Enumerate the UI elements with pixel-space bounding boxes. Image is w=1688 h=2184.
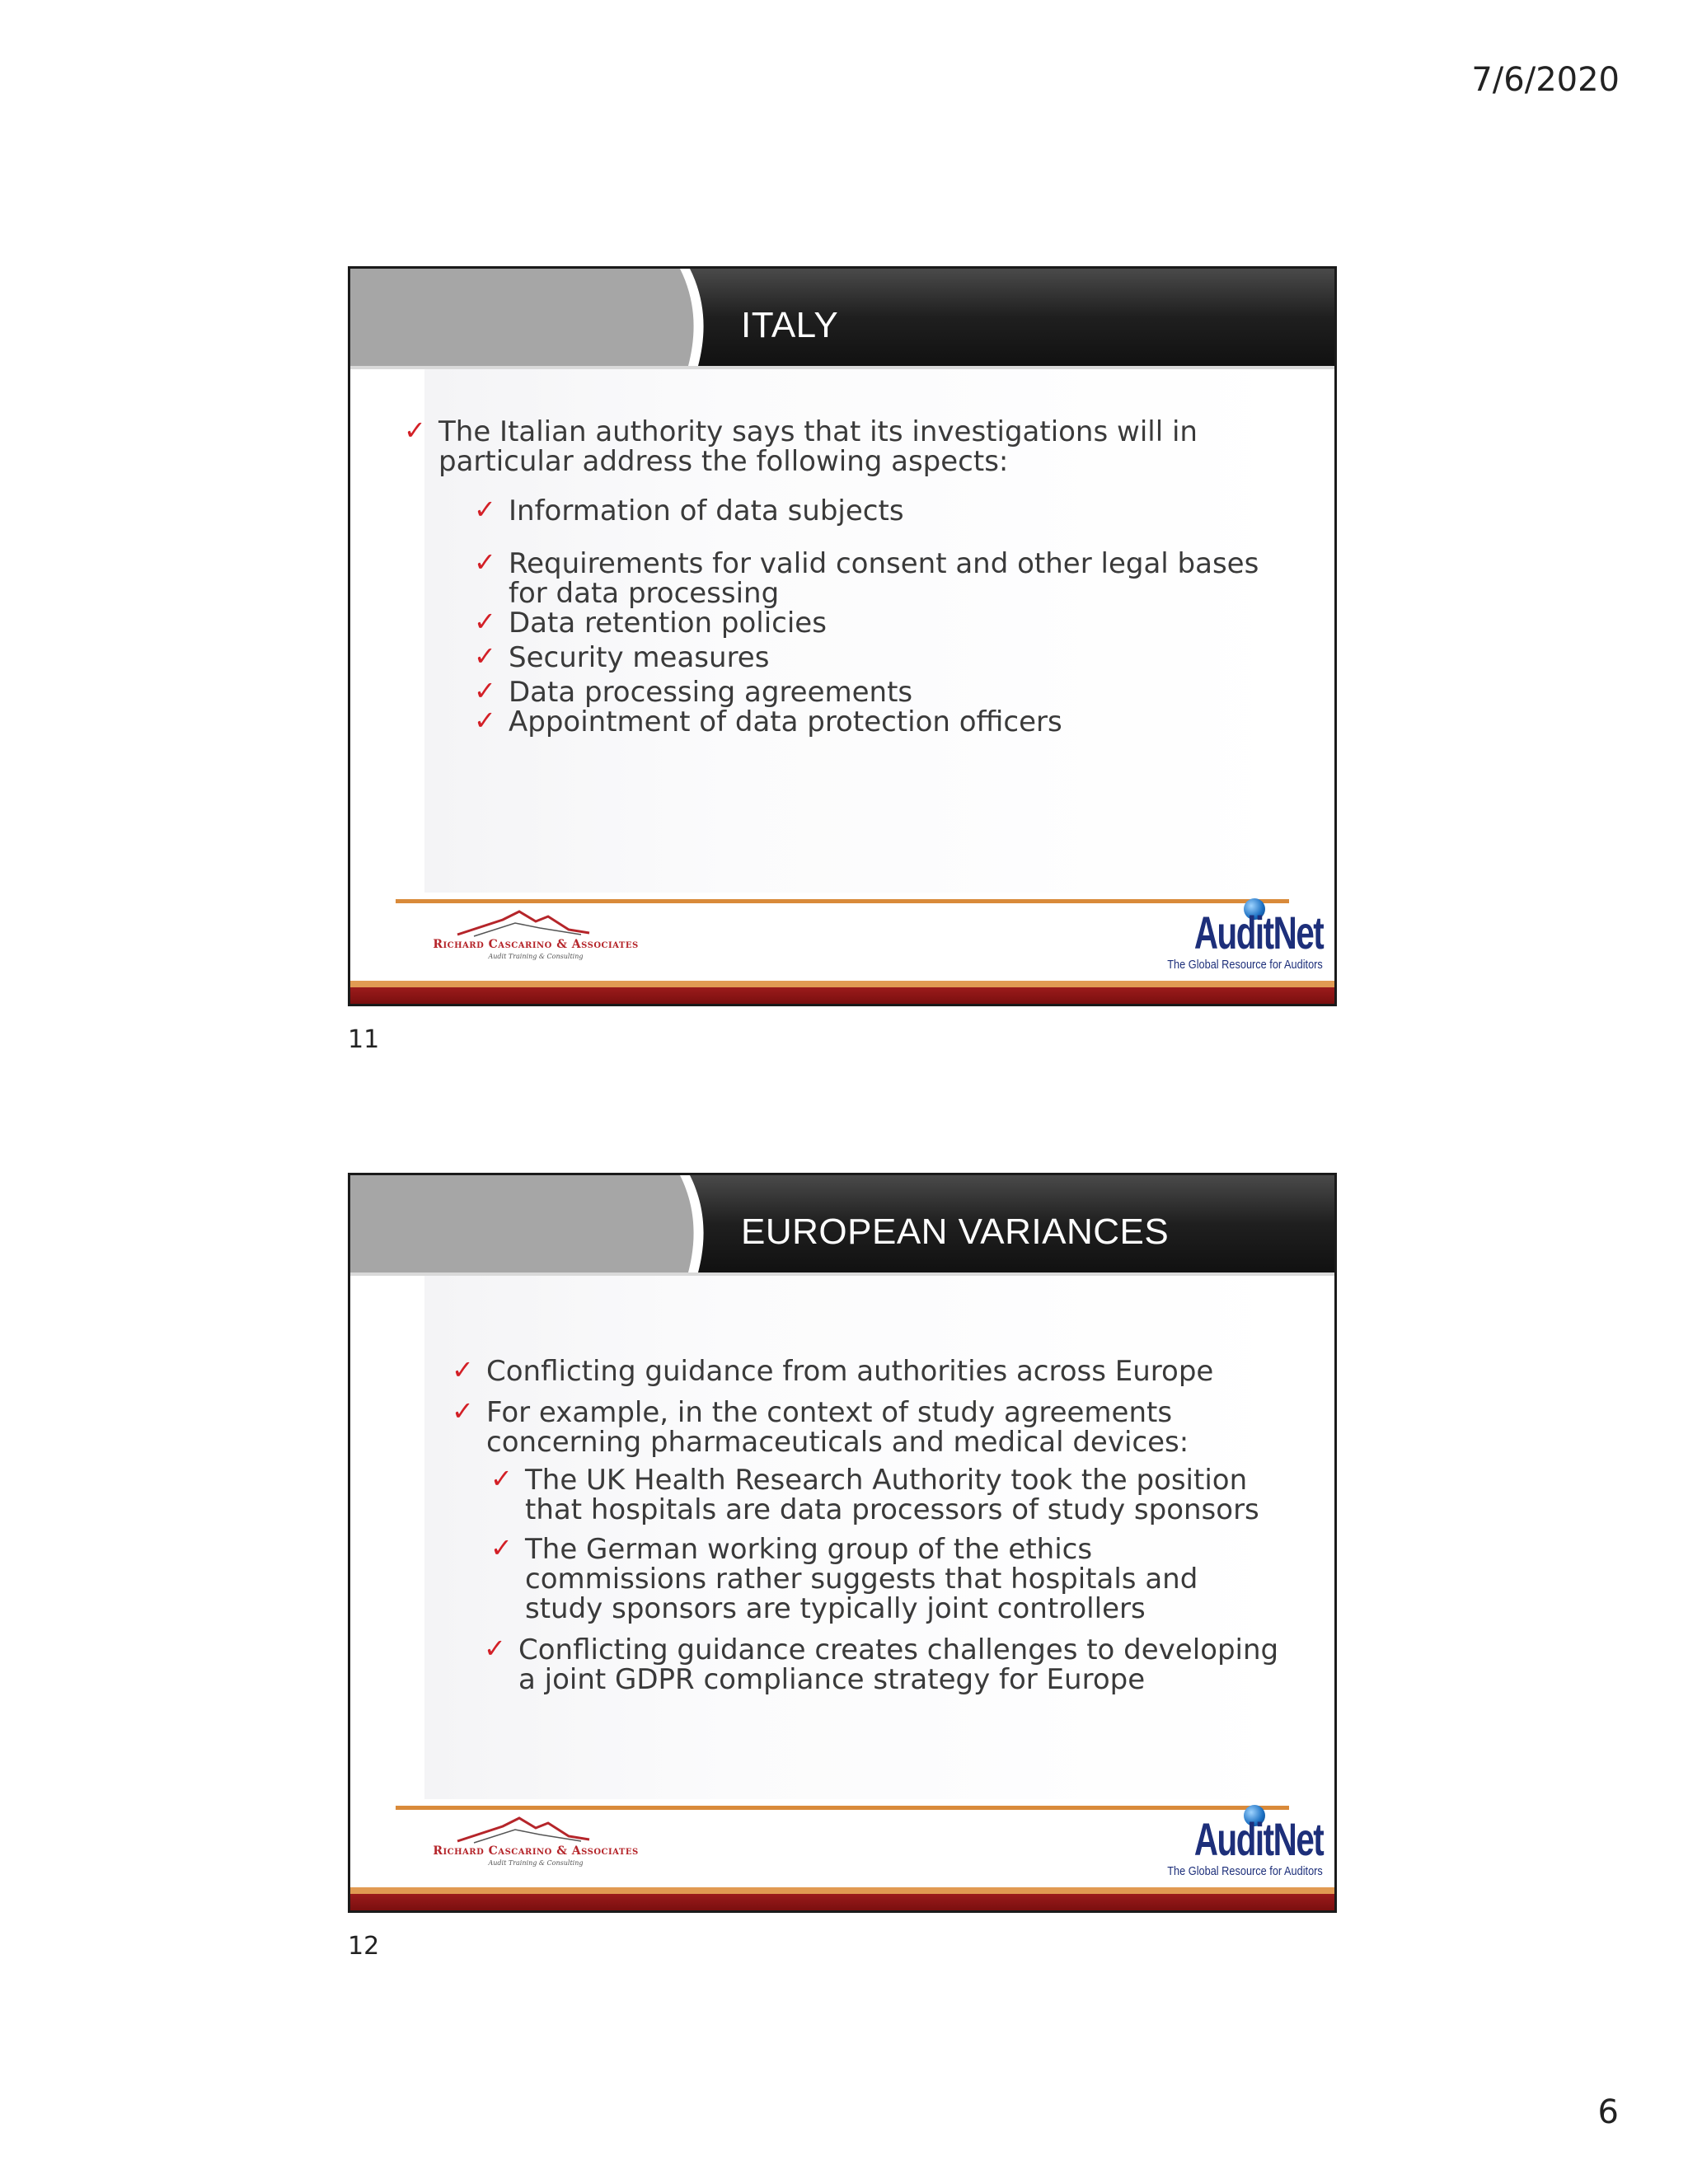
checkmark-icon: ✓ xyxy=(474,640,496,672)
bullet-text: Data processing agreements xyxy=(509,676,913,709)
slide-12 xyxy=(348,1173,1337,1913)
rca-logo-text: Richard Cascarino & Associates xyxy=(433,1844,639,1858)
checkmark-icon: ✓ xyxy=(490,1532,513,1563)
auditnet-logo-text: AuditNet xyxy=(1193,907,1323,958)
richard-cascarino-logo xyxy=(424,1811,647,1877)
slide-header-banner xyxy=(350,269,1334,366)
bullet-item xyxy=(484,1635,1282,1694)
bullet-item xyxy=(490,1532,1282,1625)
checkmark-icon: ✓ xyxy=(474,675,496,706)
auditnet-tagline: The Global Resource for Auditors xyxy=(1167,958,1323,972)
bullet-item xyxy=(474,707,1265,737)
rca-logo-tagline: Audit Training & Consulting xyxy=(488,1859,584,1867)
checkmark-icon: ✓ xyxy=(484,1633,506,1664)
bullet-item xyxy=(474,677,1265,707)
auditnet-logo-text: AuditNet xyxy=(1193,1813,1323,1865)
bullet-text: Security measures xyxy=(509,641,770,674)
bullet-text: Requirements for valid consent and other legal bases for data processing xyxy=(509,547,1259,610)
auditnet-tagline: The Global Resource for Auditors xyxy=(1167,1864,1323,1878)
bullet-text: Conflicting guidance from authorities across Europe xyxy=(486,1355,1214,1388)
mountain-logo-icon xyxy=(424,1811,647,1844)
header-divider xyxy=(350,366,1334,369)
bullet-text: The Italian authority says that its investigations will in particular address the following aspects: xyxy=(438,415,1198,478)
slide-number: 11 xyxy=(348,1025,380,1054)
checkmark-icon: ✓ xyxy=(490,1463,513,1494)
bullet-item xyxy=(474,496,1265,526)
bullet-item xyxy=(452,1395,1284,1459)
bullet-text: Information of data subjects xyxy=(509,494,904,527)
bullet-item xyxy=(474,640,1265,674)
rca-logo-text: Richard Cascarino & Associates xyxy=(433,938,639,951)
checkmark-icon: ✓ xyxy=(474,494,496,525)
mountain-logo-icon xyxy=(424,905,647,938)
checkmark-icon: ✓ xyxy=(474,546,496,578)
slide-title: ITALY xyxy=(741,305,839,345)
header-divider xyxy=(350,1272,1334,1276)
richard-cascarino-logo xyxy=(424,905,647,971)
bullet-text: The UK Health Research Authority took the position that hospitals are data processors of study sponsors xyxy=(525,1464,1259,1526)
slide-title: EUROPEAN VARIANCES xyxy=(741,1212,1170,1252)
page-date: 7/6/2020 xyxy=(1471,61,1620,99)
bullet-text: Data retention policies xyxy=(509,607,827,640)
bullet-list xyxy=(404,417,1228,476)
footer-band xyxy=(350,1887,1334,1910)
bullet-list xyxy=(452,1354,1284,1459)
page-number: 6 xyxy=(1597,2093,1619,2131)
bullet-text: The German working group of the ethics commissions rather suggests that hospitals and study sponsors are typically joint controllers xyxy=(525,1533,1198,1625)
bullet-text: Appointment of data protection officers xyxy=(509,705,1062,738)
checkmark-icon: ✓ xyxy=(452,1395,474,1427)
footer-rule xyxy=(396,899,1289,903)
bullet-item xyxy=(490,1465,1282,1525)
slide-number: 12 xyxy=(348,1932,380,1961)
auditnet-logo xyxy=(1167,1797,1323,1879)
checkmark-icon: ✓ xyxy=(404,415,426,446)
bullet-item xyxy=(452,1354,1284,1388)
bullet-item xyxy=(404,417,1228,476)
footer-band xyxy=(350,981,1334,1004)
checkmark-icon: ✓ xyxy=(452,1354,474,1385)
bullet-text: For example, in the context of study agreements concerning pharmaceuticals and medical devices: xyxy=(486,1396,1189,1459)
slide-11 xyxy=(348,266,1337,1006)
bullet-text: Conflicting guidance creates challenges to developing a joint GDPR compliance strategy for Europe xyxy=(518,1633,1279,1696)
checkmark-icon: ✓ xyxy=(474,606,496,637)
sub-bullet-list xyxy=(474,496,1265,737)
sub-bullet-list xyxy=(484,1463,1282,1696)
bullet-item xyxy=(474,546,1265,610)
bullet-item xyxy=(474,608,1265,638)
footer-rule xyxy=(396,1806,1289,1810)
auditnet-logo xyxy=(1167,890,1323,972)
checkmark-icon: ✓ xyxy=(474,705,496,736)
rca-logo-tagline: Audit Training & Consulting xyxy=(488,953,584,960)
